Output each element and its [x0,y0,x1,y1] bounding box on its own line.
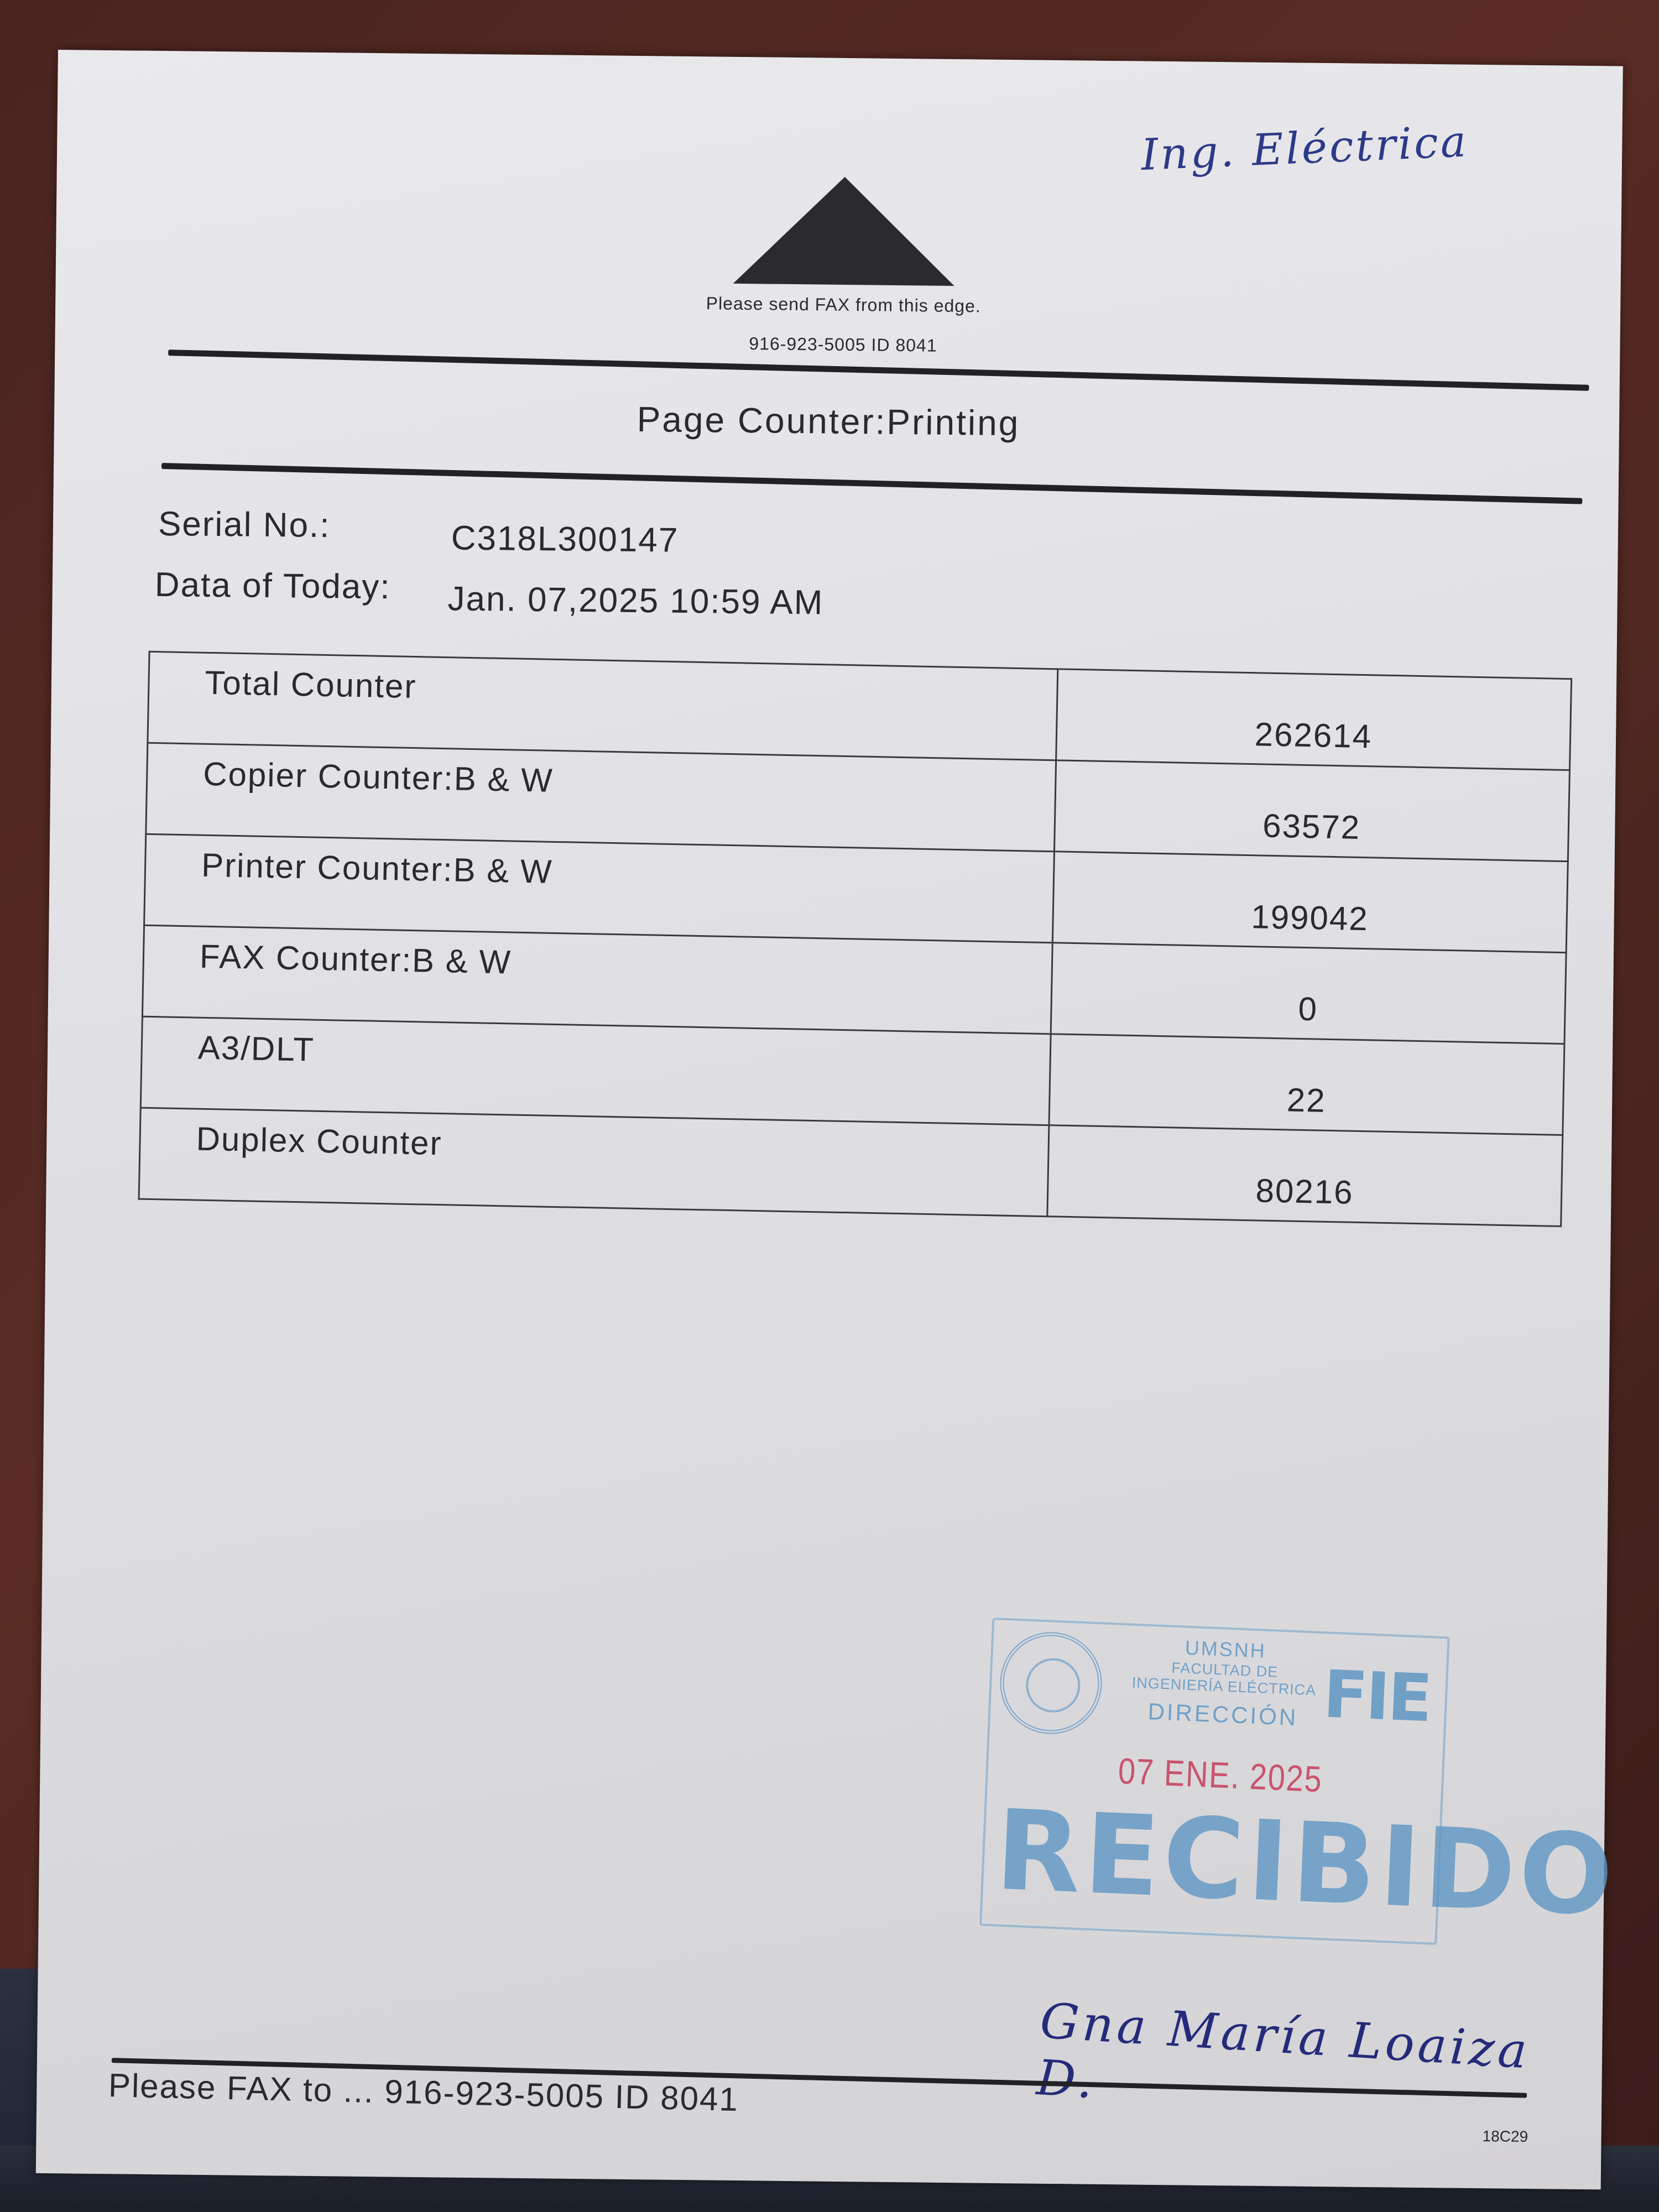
counter-value: 22 [1049,1034,1564,1135]
handwritten-note: Ing. Eléctrica [1140,117,1469,180]
counter-report-page [36,50,1623,2189]
received-stamp [979,1618,1619,1945]
date-value: Jan. 07,2025 10:59 AM [447,580,824,622]
counter-table [138,651,1573,1227]
counter-value: 63572 [1054,760,1569,862]
signature: Gna María Loaiza D. [1035,1992,1532,2110]
form-code: 18C29 [1482,2127,1528,2146]
counter-label: Total Counter [148,651,1057,760]
serial-label: Serial No.: [158,504,331,545]
fax-edge-instruction: Please send FAX from this edge. [706,293,981,316]
stamp-faculty-line1: FACULTAD DE [1171,1659,1279,1681]
stamp-institution: UMSNH [1185,1636,1267,1662]
counter-label: Copier Counter:B & W [146,743,1056,852]
date-label: Data of Today: [154,565,391,607]
counter-value: 199042 [1052,852,1568,953]
stamp-date: 07 ENE. 2025 [1117,1750,1324,1800]
counter-label: A3/DLT [140,1016,1050,1125]
page-title: Page Counter:Printing [637,399,1020,444]
fax-number-top: 916-923-5005 ID 8041 [749,333,937,356]
stamp-status: RECIBIDO [993,1786,1619,1941]
counter-label: Duplex Counter [139,1108,1048,1217]
counter-value: 262614 [1056,669,1571,770]
divider-top [168,349,1589,391]
fax-footer: Please FAX to ... 916-923-5005 ID 8041 [108,2067,739,2119]
stamp-department: DIRECCIÓN [1147,1698,1299,1731]
serial-value: C318L300147 [451,519,679,560]
divider-title [161,463,1582,504]
stamp-faculty-line2: INGENIERÍA ELÉCTRICA [1131,1674,1317,1699]
counter-label: FAX Counter:B & W [142,925,1052,1034]
fax-direction-arrow-icon [733,176,956,286]
fie-logo: FIE [1322,1656,1432,1737]
university-seal-icon [998,1630,1104,1736]
counter-value: 80216 [1047,1125,1562,1227]
counter-value: 0 [1051,943,1566,1044]
counter-label: Printer Counter:B & W [144,834,1054,943]
